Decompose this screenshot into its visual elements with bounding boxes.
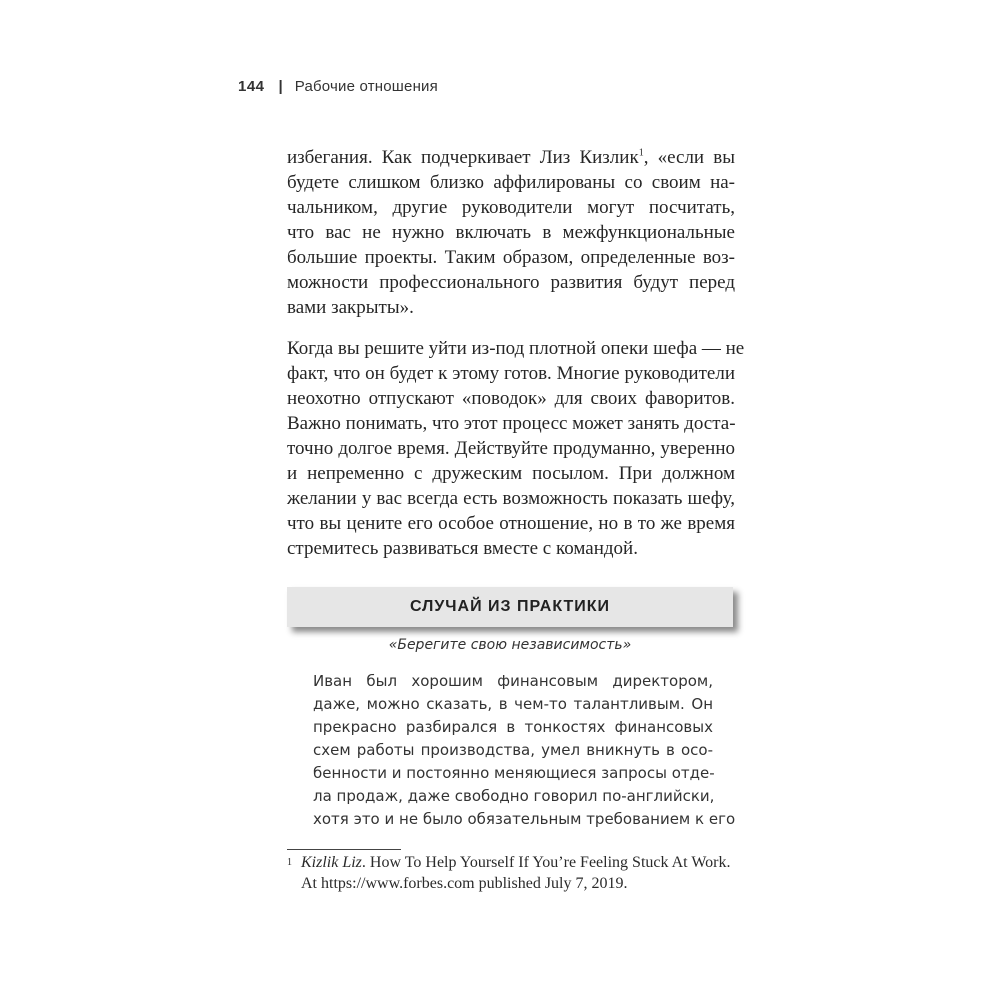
paragraph-1-line: что вас не нужно включать в межфункциональные: [287, 222, 735, 243]
paragraph-2: [287, 336, 745, 561]
paragraph-1-line: чальником, другие руководители могут посчитать,: [287, 197, 735, 218]
paragraph-1-line-1-rest: , «если вы: [643, 147, 735, 168]
case-study-title: СЛУЧАЙ ИЗ ПРАКТИКИ: [409, 598, 611, 615]
case-study-text: [313, 670, 736, 831]
paragraph-2-line: желании у вас всегда есть возможность показать шефу,: [287, 488, 735, 509]
case-study-line: прекрасно разбирался в тонкостях финансовых: [313, 718, 713, 736]
footnote-mark: 1: [287, 857, 292, 868]
case-study-line: бенности и постоянно меняющиеся запросы отде-: [313, 764, 715, 782]
paragraph-2-line: что вы цените его особое отношение, но в то же время: [287, 513, 735, 534]
footnote-author: Kizlik Liz: [301, 854, 362, 871]
footnote-line-1: [301, 852, 757, 873]
paragraph-1-line-1-text: избегания. Как подчеркивает Лиз Кизлик: [287, 147, 639, 168]
paragraph-2-line: факт, что он будет к этому готов. Многие руководители: [287, 363, 735, 384]
footnote: [287, 852, 757, 894]
paragraph-1: [287, 145, 735, 320]
paragraph-2-line: Важно понимать, что этот процесс может занять доста-: [287, 413, 736, 434]
paragraph-1-line: большие проекты. Таким образом, определенные воз-: [287, 247, 735, 268]
case-study-line: Иван был хорошим финансовым директором,: [313, 672, 713, 690]
paragraph-2-line: стремитесь развиваться вместе с командой.: [287, 538, 638, 559]
case-study-line: ла продаж, даже свободно говорил по-английски,: [313, 787, 715, 805]
paragraph-1-line: [287, 145, 735, 170]
paragraph-2-line: неохотно отпускают «поводок» для своих фаворитов.: [287, 388, 735, 409]
footnote-body: [287, 852, 757, 894]
footnote-divider: [287, 849, 401, 850]
case-study-subtitle: «Берегите свою независимость»: [388, 637, 632, 653]
running-title: Рабочие отношения: [294, 78, 438, 95]
footnote-reference[interactable]: 1: [638, 147, 644, 159]
paragraph-2-line: и непременно с дружеским посылом. При должном: [287, 463, 735, 484]
footnote-line-2: At https://www.forbes.com published July 7, 2019.: [301, 875, 628, 892]
page-number: 144: [238, 78, 265, 95]
case-study-line: даже, можно сказать, в чем-то талантливым. Он: [313, 695, 713, 713]
paragraph-1-line: будете слишком близко аффилированы со своим на-: [287, 172, 735, 193]
running-header: [238, 78, 438, 95]
header-separator: |: [278, 78, 283, 95]
case-study-banner: [287, 587, 733, 627]
case-study-line: хотя это и не было обязательным требованием к его: [313, 810, 736, 828]
footnote-citation: . How To Help Yourself If You’re Feeling Stuck At Work.: [361, 854, 731, 871]
paragraph-1-line: вами закрыты».: [287, 297, 414, 318]
paragraph-1-line: можности профессионального развития будут перед: [287, 272, 735, 293]
paragraph-2-line: Когда вы решите уйти из-под плотной опеки шефа — не: [287, 338, 745, 359]
paragraph-2-line: точно долгое время. Действуйте продуманно, уверенно: [287, 438, 735, 459]
case-study-line: схем работы производства, умел вникнуть в осо-: [313, 741, 713, 759]
